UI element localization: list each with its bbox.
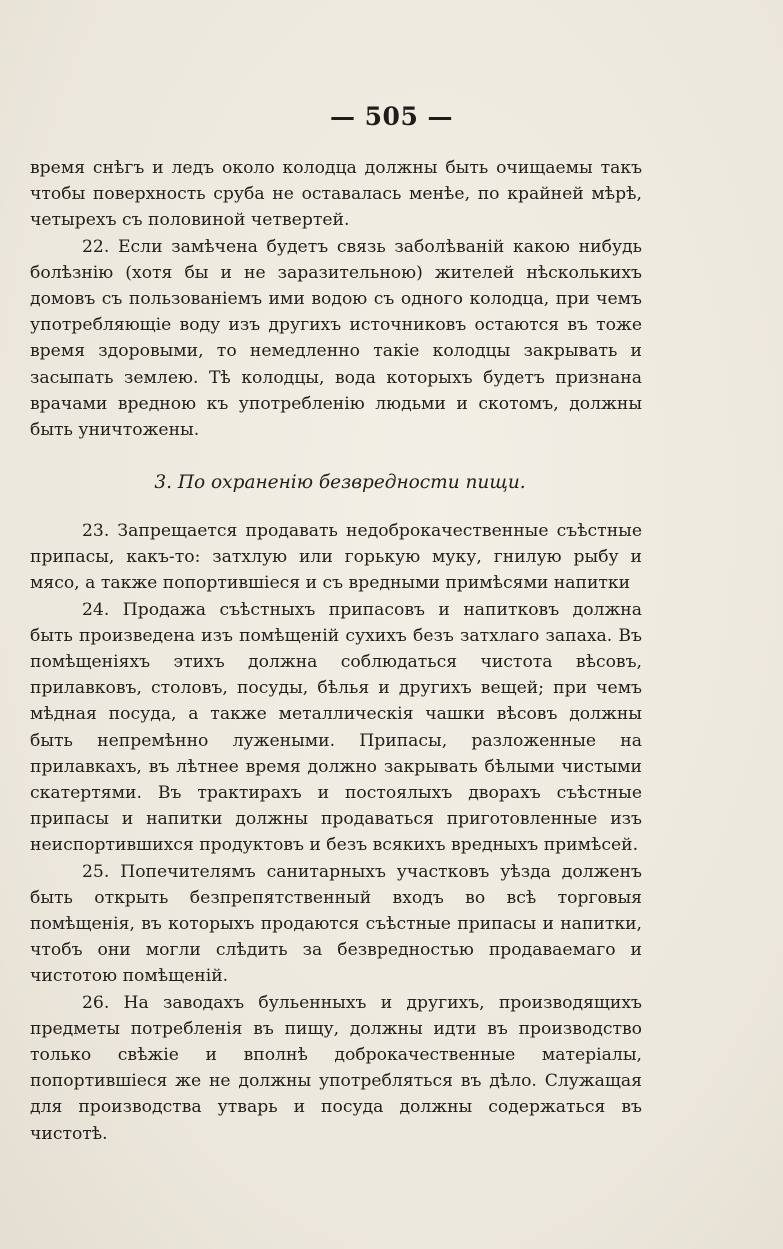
paragraph-24: 24. Продажа съѣстныхъ припасовъ и напитковъ должна быть произведена изъ помѣщеній сухихъ безъ затхлаго запаха. Въ помѣщеніяхъ этихъ должна соблюдаться чистота вѣсовъ, прилавковъ, столовъ, посуды, бѣлья и другихъ вещей; при чемъ мѣдная посуда, а также металлическія чашки вѣсовъ должны быть непремѣнно лужеными. Припасы, разложенные на прилавкахъ, въ лѣтнее время должно закрывать бѣлыми чистыми скатертями. Въ трактирахъ и постоялыхъ дворахъ съѣстные припасы и напитки должны продаваться приготовленные изъ неиспортившихся продуктовъ и безъ всякихъ вредныхъ примѣсей. xyxy=(30,599,642,856)
text-block-upper xyxy=(30,155,642,443)
text-block-lower xyxy=(30,518,642,1147)
paragraph-23: 23. Запрещается продавать недоброкачественные съѣстные припасы, какъ-то: затхлую или горькую муку, гнилую рыбу и мясо, а также попортившіеся и съ вредными примѣсями напитки xyxy=(30,521,642,594)
paragraph-26: 26. На заводахъ бульенныхъ и другихъ, производящихъ предметы потребленія въ пищу, должны идти въ производство только свѣжіе и вполнѣ доброкачественные матеріалы, попортившіеся же не должны употребляться въ дѣло. Служащая для производства утварь и посуда должны содержаться въ чистотѣ. xyxy=(30,992,642,1144)
paragraph-22: 22. Если замѣчена будетъ связь заболѣваній какою нибудь болѣзнію (хотя бы и не заразительною) жителей нѣсколькихъ домовъ съ пользованіемъ ими водою съ одного колодца, при чемъ употребляющіе воду изъ другихъ источниковъ остаются въ тоже время здоровыми, то немедленно такіе колодцы закрывать и засыпать землею. Тѣ колодцы, вода которыхъ будетъ признана врачами вредною къ употребленію людьми и скотомъ, должны быть уничтожены. xyxy=(30,236,642,441)
section-heading: 3. По охраненію безвредности пищи. xyxy=(154,472,526,493)
paragraph-25: 25. Попечителямъ санитарныхъ участковъ уѣзда долженъ быть открыть безпрепятственный входъ во всѣ торговыя помѣщенія, въ которыхъ продаются съѣстные припасы и напитки, чтобъ они могли слѣдить за безвредностью продаваемаго и чистотою помѣщеній. xyxy=(30,861,642,987)
paragraph-continuation: время снѣгъ и ледъ около колодца должны быть очищаемы такъ чтобы поверхность сруба не оставалась менѣе, по крайней мѣрѣ, четырехъ съ половиной четвертей. xyxy=(30,158,642,231)
page-number: — 505 — xyxy=(329,102,454,131)
